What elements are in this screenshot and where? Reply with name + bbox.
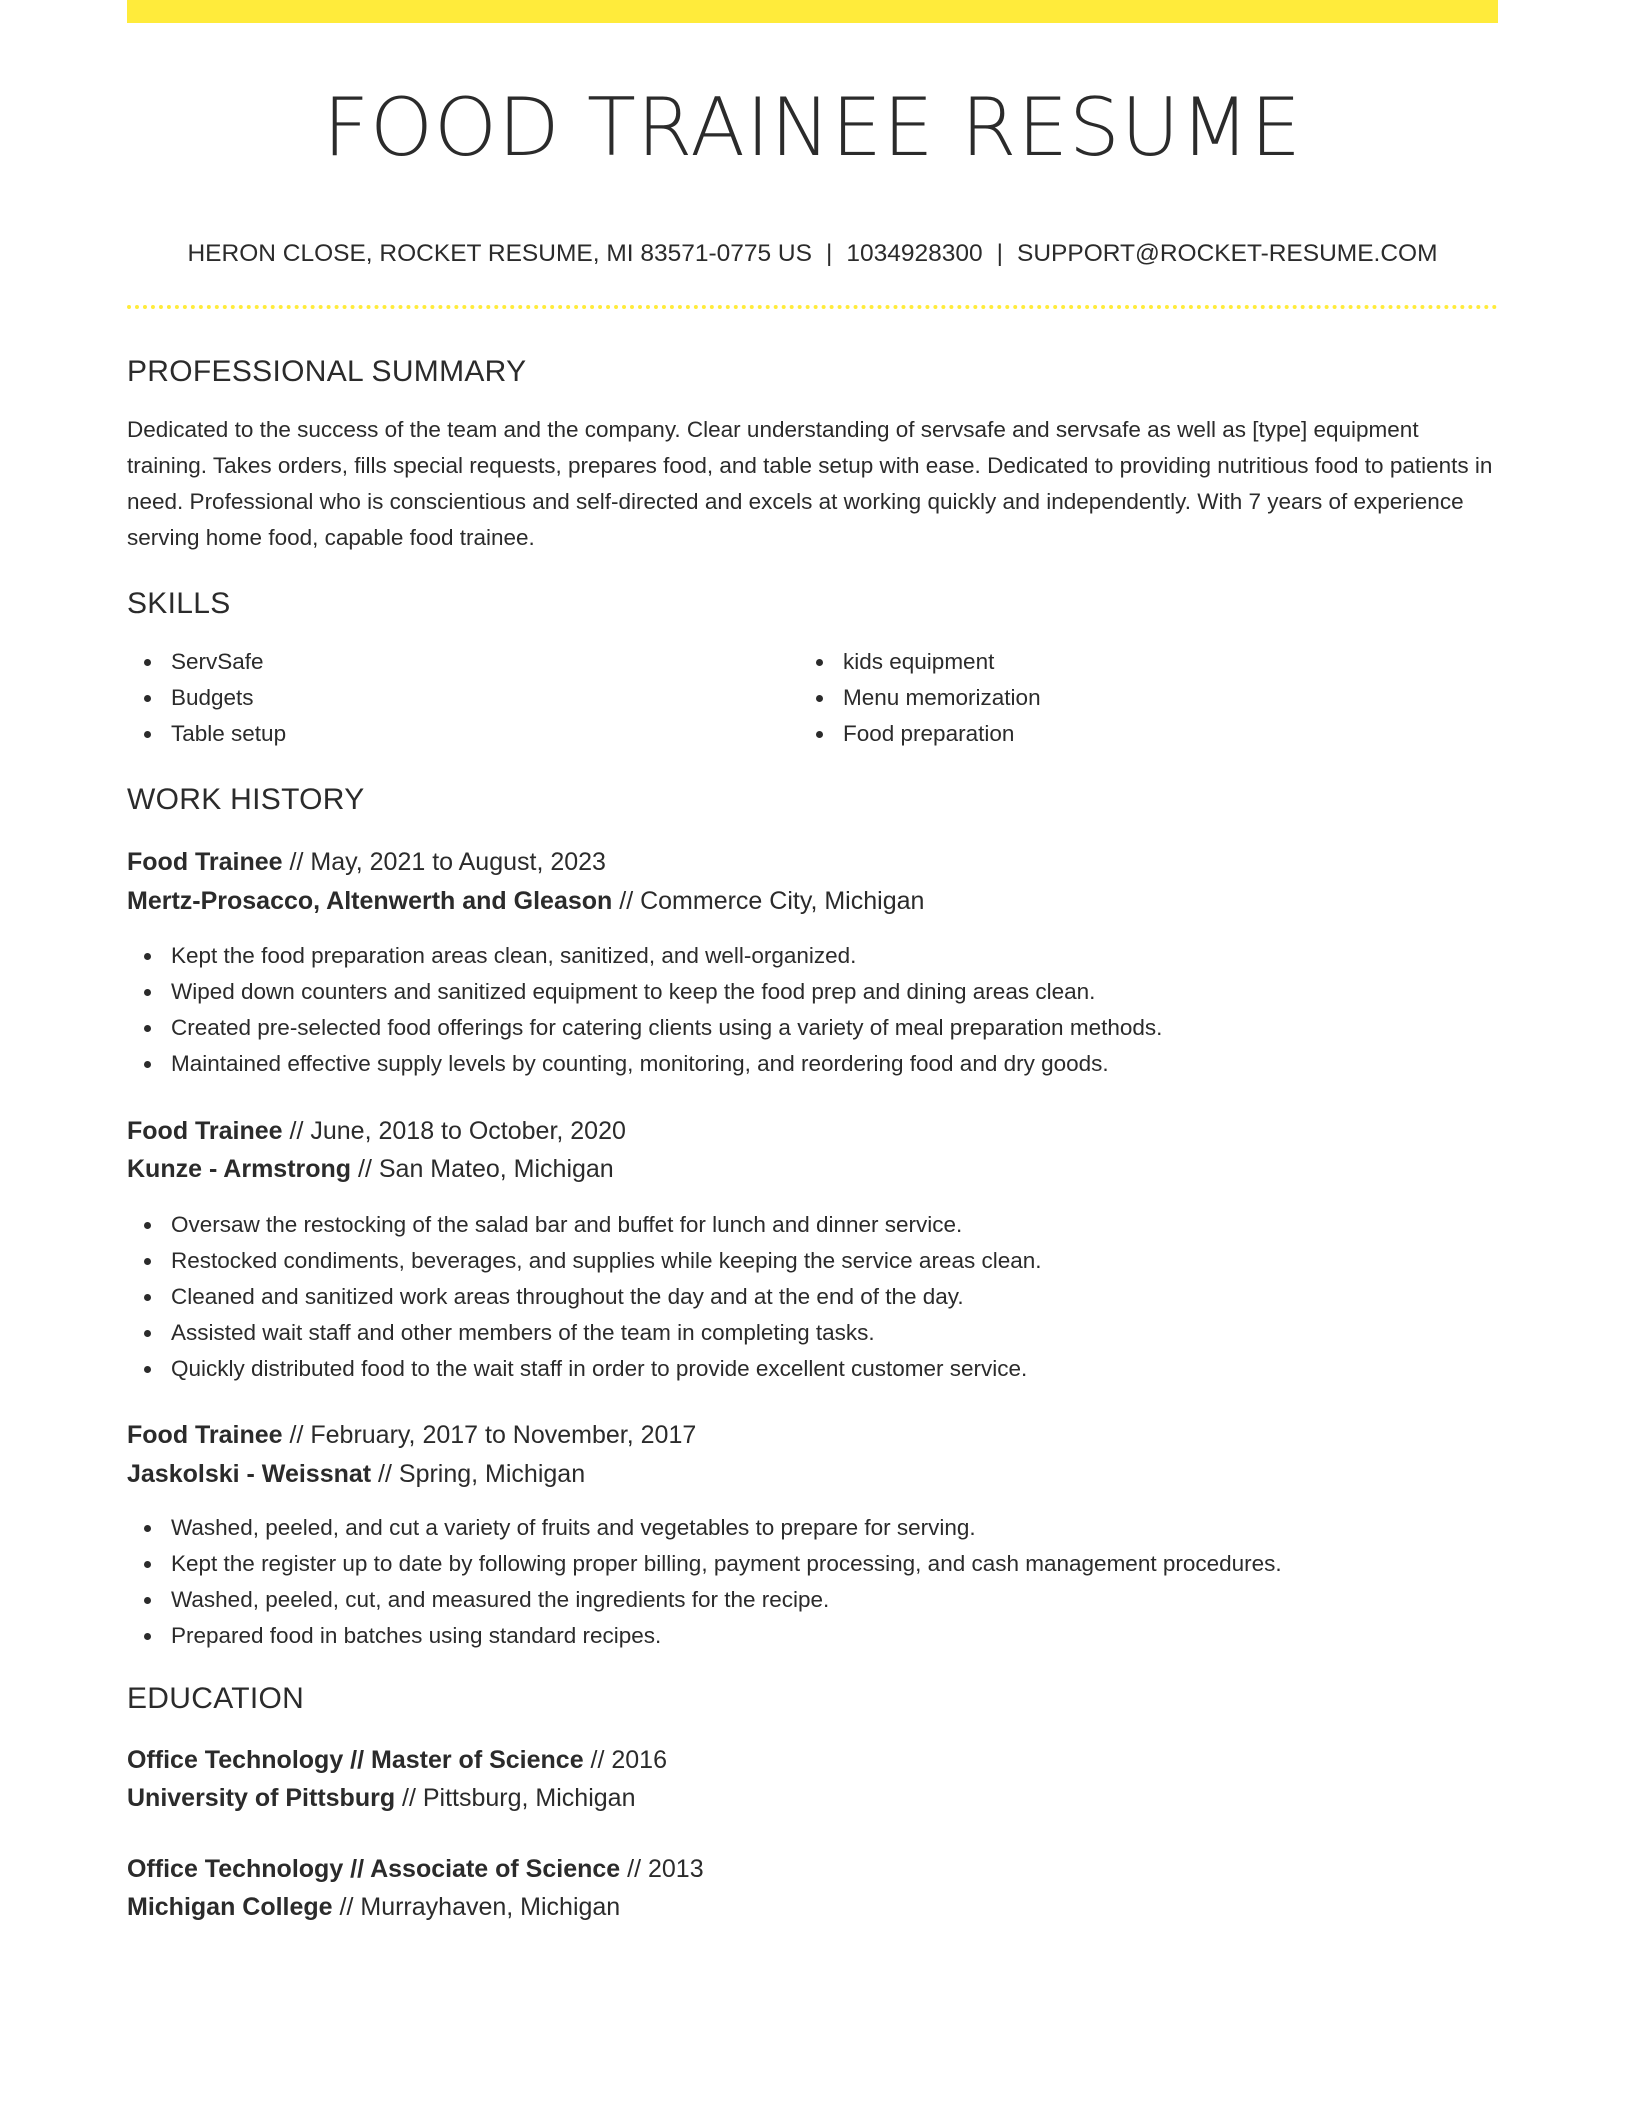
contact-address: HERON CLOSE, ROCKET RESUME, MI 83571-0775 US [187,240,812,267]
education-degree-line [127,1850,704,1888]
contact-separator: | [825,240,833,267]
job-company: Jaskolski - Weissnat [127,1460,372,1488]
job-location: // San Mateo, Michigan [351,1155,614,1183]
skill-item: Menu memorization [799,680,1041,716]
job-bullets [127,1510,1282,1654]
education-degree: Office Technology // Master of Science [127,1746,584,1774]
work-history-heading: WORK HISTORY [127,783,365,816]
skills-list-left [127,644,286,752]
accent-top-bar [127,0,1498,23]
job-title-line [127,1416,696,1454]
skill-item: Food preparation [799,716,1041,752]
skills-list-right [799,644,1041,752]
job-dates: // February, 2017 to November, 2017 [282,1421,697,1449]
job-bullet: Wiped down counters and sanitized equipment to keep the food prep and dining areas clean. [127,974,1162,1010]
skill-item: Table setup [127,716,286,752]
education-degree-line [127,1741,667,1779]
job-bullet: Washed, peeled, and cut a variety of fruits and vegetables to prepare for serving. [127,1510,1282,1546]
job-bullet: Quickly distributed food to the wait staff in order to provide excellent customer service. [127,1351,1042,1387]
job-bullet: Created pre-selected food offerings for catering clients using a variety of meal preparation methods. [127,1010,1162,1046]
resume-title: FOOD TRAINEE RESUME [323,81,1302,174]
education-degree: Office Technology // Associate of Science [127,1855,621,1883]
job-bullet: Kept the food preparation areas clean, sanitized, and well-organized. [127,938,1162,974]
job-bullet: Assisted wait staff and other members of the team in completing tasks. [127,1315,1042,1351]
job-location: // Spring, Michigan [371,1460,586,1488]
job-company: Mertz-Prosacco, Altenwerth and Gleason [127,887,613,915]
education-school: Michigan College [127,1893,333,1921]
skill-item: ServSafe [127,644,286,680]
contact-line [127,236,1498,272]
contact-phone: 1034928300 [846,240,983,267]
education-school-line [127,1779,635,1817]
education-school: University of Pittsburg [127,1784,396,1812]
job-location: // Commerce City, Michigan [612,887,925,915]
summary-heading: PROFESSIONAL SUMMARY [127,355,527,388]
skill-item: kids equipment [799,644,1041,680]
contact-email: SUPPORT@ROCKET-RESUME.COM [1016,240,1438,267]
job-company-line [127,1150,614,1188]
contact-separator: | [996,240,1003,267]
job-bullet: Restocked condiments, beverages, and supplies while keeping the service areas clean. [127,1243,1042,1279]
education-heading: EDUCATION [127,1682,305,1715]
job-title-line [127,843,606,881]
job-title: Food Trainee [127,1421,283,1449]
summary-text: Dedicated to the success of the team and the company. Clear understanding of servsafe and servsafe as well as [type] equipment training. Takes orders, fills special requests, prepares food, and table setup with ease. Dedicated to providing nutritious food to patients in need. Professional who is conscientious and self-directed and excels at working quickly and independently. With 7 years of experience serving home food, capable food trainee. [127,417,1493,550]
education-location: // Murrayhaven, Michigan [332,1893,621,1921]
job-company-line [127,882,924,920]
job-dates: // June, 2018 to October, 2020 [282,1117,626,1145]
education-year: // 2016 [583,1746,667,1774]
job-bullets [127,938,1162,1082]
education-year: // 2013 [620,1855,704,1883]
job-title-line [127,1112,626,1150]
education-location: // Pittsburg, Michigan [395,1784,636,1812]
job-title: Food Trainee [127,848,283,876]
job-bullets [127,1207,1042,1387]
job-bullet: Washed, peeled, cut, and measured the ingredients for the recipe. [127,1582,1282,1618]
job-dates: // May, 2021 to August, 2023 [282,848,606,876]
job-company: Kunze - Armstrong [127,1155,352,1183]
skills-heading: SKILLS [127,587,231,620]
job-bullet: Kept the register up to date by following proper billing, payment processing, and cash management procedures. [127,1546,1282,1582]
job-bullet: Prepared food in batches using standard recipes. [127,1618,1282,1654]
dotted-divider [127,305,1498,309]
skill-item: Budgets [127,680,286,716]
resume-page [127,0,1498,2112]
job-company-line [127,1455,585,1493]
job-bullet: Cleaned and sanitized work areas throughout the day and at the end of the day. [127,1279,1042,1315]
job-title: Food Trainee [127,1117,283,1145]
education-school-line [127,1888,620,1926]
job-bullet: Oversaw the restocking of the salad bar and buffet for lunch and dinner service. [127,1207,1042,1243]
job-bullet: Maintained effective supply levels by counting, monitoring, and reordering food and dry goods. [127,1046,1162,1082]
